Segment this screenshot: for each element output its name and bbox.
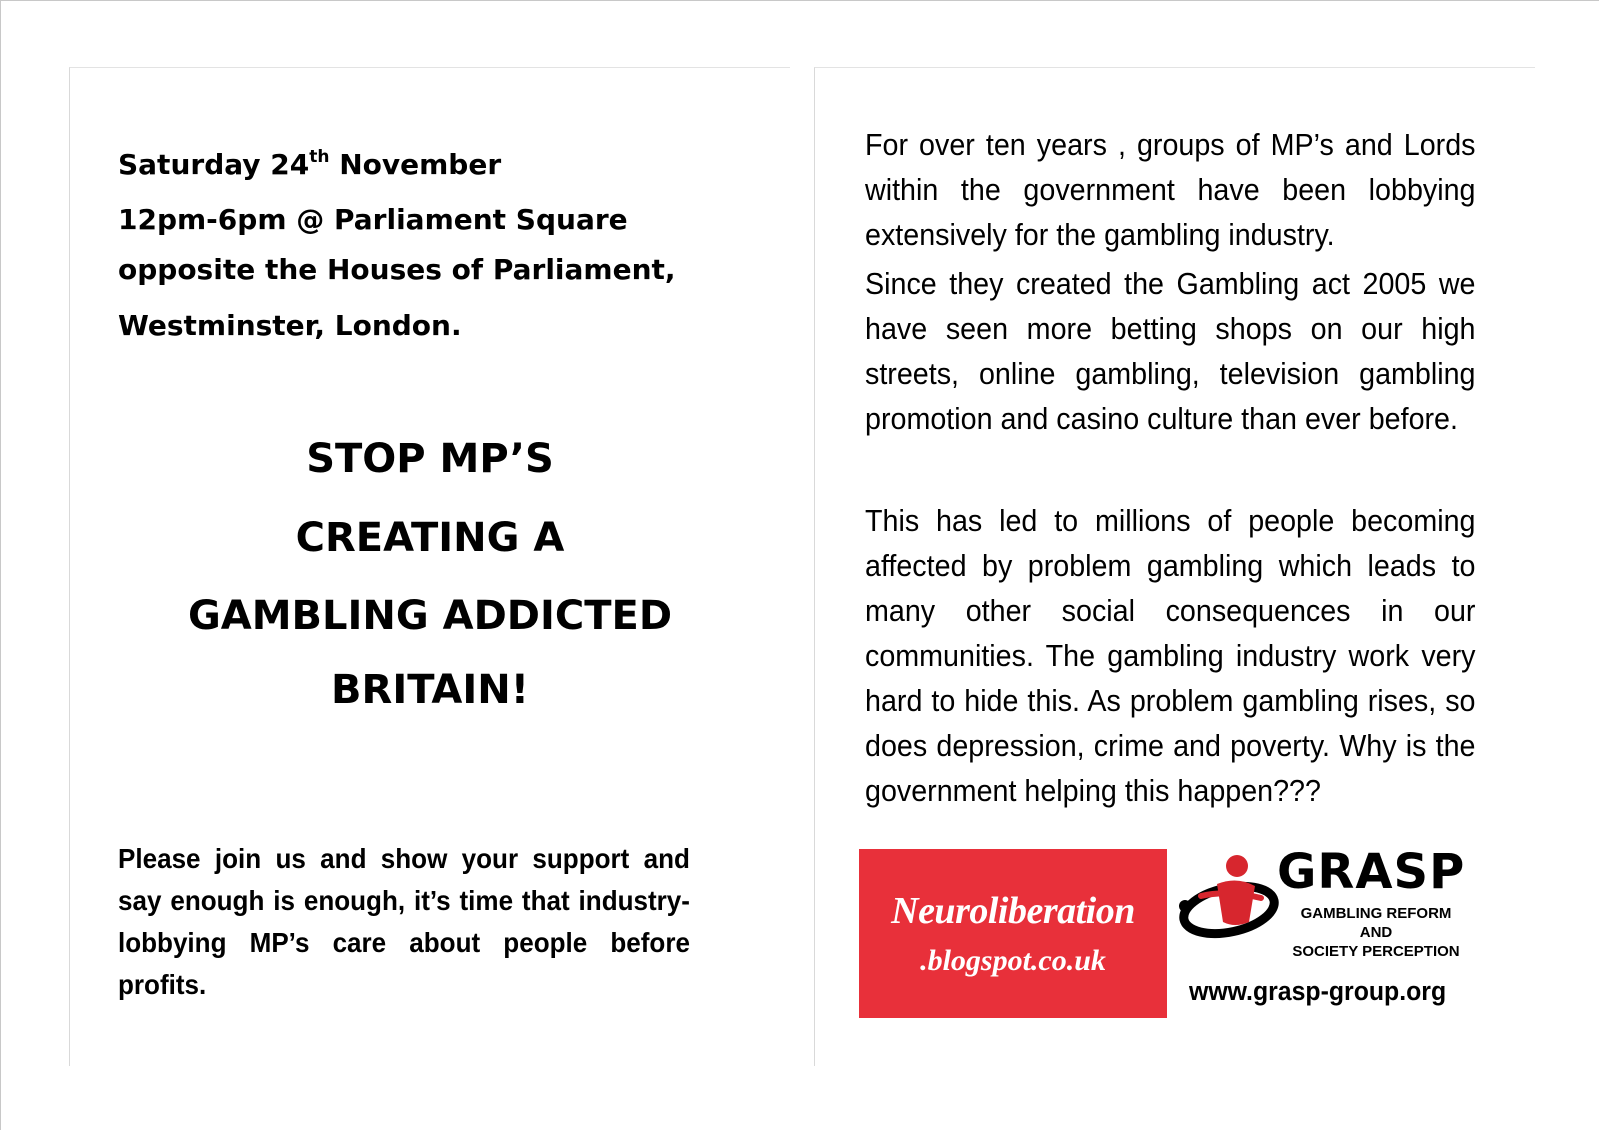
event-day-suffix: th xyxy=(309,147,330,167)
event-month: November xyxy=(329,148,502,181)
neuroliberation-title: Neuroliberation xyxy=(891,890,1135,932)
paragraph-gambling-act: Since they created the Gambling act 2005 we have seen more betting shops on our high streets, online gambling, television gambling promotion and casino culture than ever before. xyxy=(865,266,1476,436)
event-day: Saturday 24 xyxy=(118,148,310,181)
event-date xyxy=(118,148,676,182)
headline-line-3: GAMBLING ADDICTED xyxy=(187,593,673,639)
neuroliberation-subtitle: .blogspot.co.uk xyxy=(920,944,1106,977)
event-time-place: 12pm-6pm @ Parliament Square xyxy=(118,202,628,236)
call-to-action: Please join us and show your support and say enough is enough, it’s time that industry-lobbying MP’s care about people before profits. xyxy=(118,843,690,1000)
flyer-left-panel xyxy=(69,67,790,1066)
event-details xyxy=(118,148,676,342)
grasp-tagline-1: GAMBLING REFORM AND xyxy=(1300,905,1452,941)
grasp-website-link[interactable]: www.grasp-group.org xyxy=(1189,976,1447,1006)
paragraph-consequences: This has led to millions of people becoming affected by problem gambling which leads to many other social consequences in our communities. The gambling industry work very hard to hide this. As problem gambling rises, so does depression, crime and poverty. Why is the government helping this happen??? xyxy=(865,503,1476,808)
grasp-name: GRASP xyxy=(1277,844,1466,900)
headline-line-2: CREATING A xyxy=(295,515,565,561)
event-location: opposite the Houses of Parliament, xyxy=(118,253,676,287)
grasp-tagline xyxy=(1283,904,1469,961)
grasp-figure-icon xyxy=(1177,852,1281,946)
flyer-right-panel xyxy=(814,67,1535,1066)
headline-line-1: STOP MP’S xyxy=(306,436,554,482)
headline-line-4: BRITAIN! xyxy=(331,667,529,713)
grasp-tagline-2: SOCIETY PERCEPTION xyxy=(1292,943,1460,960)
neuroliberation-logo xyxy=(859,849,1167,1018)
paragraph-lobbying: For over ten years , groups of MP’s and Lords within the government have been lobbying extensively for the gambling industry. xyxy=(865,127,1476,252)
event-city: Westminster, London. xyxy=(118,308,462,342)
grasp-logo xyxy=(1177,844,1487,960)
